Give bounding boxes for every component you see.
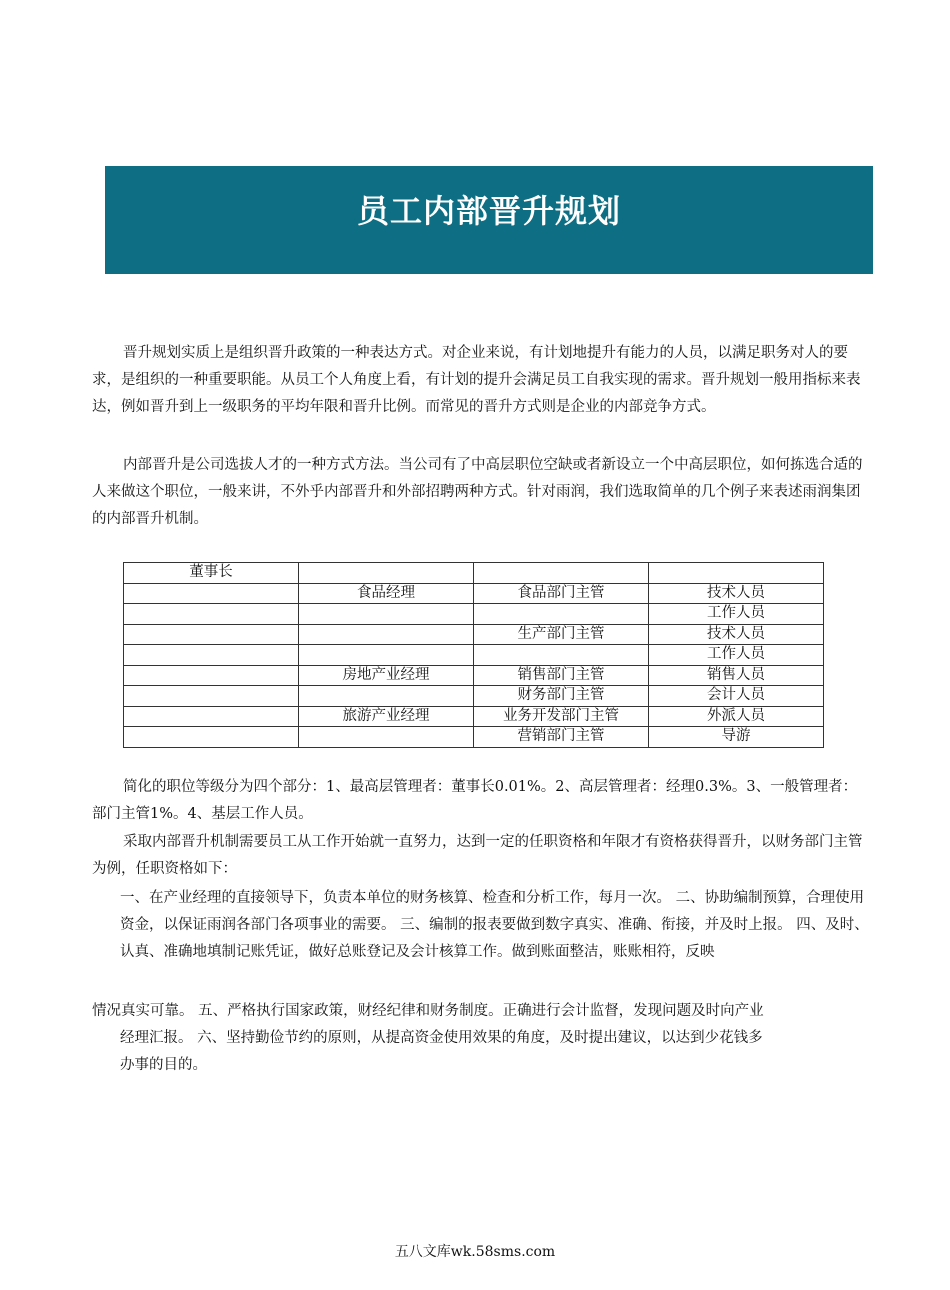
table-row (124, 604, 824, 625)
table-cell: 业务开发部门主管 (474, 706, 649, 727)
org-structure-table (123, 562, 824, 748)
intro-paragraph: 晋升规划实质上是组织晋升政策的一种表达方式。对企业来说，有计划地提升有能力的人员，以满足职务对人的要求，是组织的一种重要职能。从员工个人角度上看，有计划的提升会满足员工自我实现的需求。晋升规划一般用指标来表达，例如晋升到上一级职务的平均年限和晋升比例。而常见的晋升方式则是企业的内部竞争方式。 (92, 345, 861, 415)
duties-line: 经理汇报。 六、坚持勤俭节约的原则，从提高资金使用效果的角度，及时提出建议，以达到少花钱多 (120, 1030, 763, 1046)
table-cell (474, 604, 649, 625)
duties-line: 办事的目的。 (120, 1057, 207, 1073)
table-cell: 营销部门主管 (474, 727, 649, 748)
table-cell: 会计人员 (649, 686, 824, 707)
table-cell (124, 665, 299, 686)
table-row (124, 645, 824, 666)
duties-block-2 (92, 998, 872, 1079)
table-cell (474, 563, 649, 584)
table-row (124, 583, 824, 604)
table-cell: 食品经理 (299, 583, 474, 604)
table-cell (299, 686, 474, 707)
table-cell (299, 604, 474, 625)
duties-block-1: 一、在产业经理的直接领导下，负责本单位的财务核算、检查和分析工作，每月一次。 二、协助编制预算，合理使用资金，以保证雨润各部门各项事业的需要。 三、编制的报表要做到数字真实、准确、衔接，并及时上报。 四、及时、认真、准确地填制记账凭证，做好总账登记及会计核算工作。做到账面整洁，账账相符，反映 (120, 890, 869, 960)
duties-line: 情况真实可靠。 五、严格执行国家政策，财经纪律和财务制度。正确进行会计监督，发现问题及时向产业 (92, 1003, 764, 1019)
table-cell (124, 645, 299, 666)
table-cell (124, 727, 299, 748)
level-summary-paragraph: 简化的职位等级分为四个部分：1、最高层管理者：董事长0.01%。2、高层管理者：经理0.3%。3、一般管理者：部门主管1%。4、基层工作人员。 (92, 779, 858, 822)
table-cell: 旅游产业经理 (299, 706, 474, 727)
table-row (124, 624, 824, 645)
title-banner (105, 166, 873, 274)
table-cell: 工作人员 (649, 645, 824, 666)
table-cell: 工作人员 (649, 604, 824, 625)
table-cell: 技术人员 (649, 583, 824, 604)
table-cell (299, 563, 474, 584)
table-cell: 生产部门主管 (474, 624, 649, 645)
table-cell: 导游 (649, 727, 824, 748)
table-cell (649, 563, 824, 584)
table-cell: 房地产业经理 (299, 665, 474, 686)
table-row (124, 686, 824, 707)
footer-watermark: 五八文库wk.58sms.com (394, 1244, 556, 1260)
table-cell (124, 583, 299, 604)
table-cell (474, 645, 649, 666)
table-row (124, 563, 824, 584)
table-cell (124, 686, 299, 707)
table-cell: 财务部门主管 (474, 686, 649, 707)
qualification-intro-paragraph: 采取内部晋升机制需要员工从工作开始就一直努力，达到一定的任职资格和年限才有资格获得晋升，以财务部门主管为例，任职资格如下： (92, 834, 863, 877)
org-table-body (124, 563, 824, 748)
table-cell: 董事长 (124, 563, 299, 584)
table-cell: 外派人员 (649, 706, 824, 727)
page-title: 员工内部晋升规划 (356, 192, 621, 230)
internal-promotion-paragraph: 内部晋升是公司选拔人才的一种方式方法。当公司有了中高层职位空缺或者新设立一个中高层职位，如何拣选合适的人来做这个职位，一般来讲，不外乎内部晋升和外部招聘两种方式。针对雨润，我们选取简单的几个例子来表述雨润集团的内部晋升机制。 (92, 457, 863, 527)
table-cell: 销售人员 (649, 665, 824, 686)
table-row (124, 706, 824, 727)
table-cell (124, 604, 299, 625)
table-cell: 技术人员 (649, 624, 824, 645)
table-cell: 销售部门主管 (474, 665, 649, 686)
table-cell: 食品部门主管 (474, 583, 649, 604)
table-cell (299, 624, 474, 645)
table-row (124, 727, 824, 748)
table-cell (299, 727, 474, 748)
table-cell (299, 645, 474, 666)
table-cell (124, 706, 299, 727)
table-row (124, 665, 824, 686)
table-cell (124, 624, 299, 645)
